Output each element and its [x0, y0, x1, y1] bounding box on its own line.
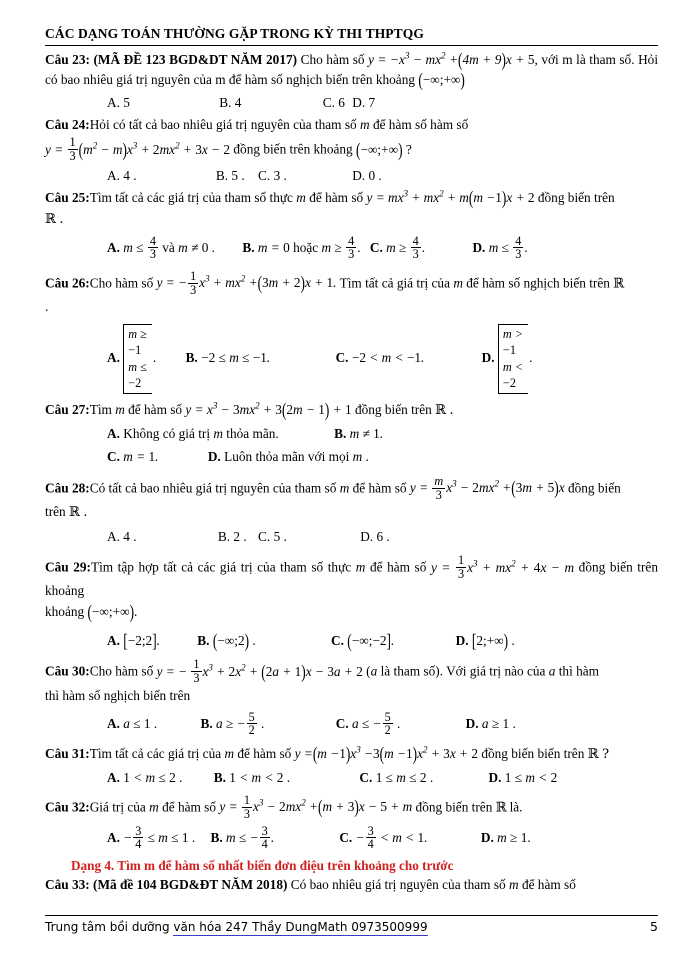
question-24-text-2: để hàm số hàm số [372, 117, 469, 133]
option-d[interactable]: D. 1 ≤ m < 2 [488, 769, 558, 785]
question-24-label: Câu 24: [45, 117, 90, 133]
question-25-text-2: để hàm số [309, 190, 364, 206]
question-23-formula: $y = -x^3 - mx^2 +(4m + 9)x + 5$ [368, 48, 535, 70]
option-b[interactable]: B. 1 < m < 2 . [213, 769, 291, 785]
question-32-text-2: để hàm số [162, 799, 217, 815]
question-29-text-1: Tìm tập hợp tất cả các giá trị của tham số thực [90, 559, 352, 575]
question-32-param: m [149, 799, 159, 815]
question-33 [45, 875, 658, 895]
question-29 [45, 554, 658, 601]
question-27-options-row1 [45, 423, 658, 444]
question-26-text-2: Tìm tất cả giá trị của [339, 275, 450, 291]
question-25-label: Câu 25: [45, 190, 90, 206]
question-28-options [45, 526, 658, 547]
question-23 [45, 50, 658, 90]
question-28-param: m [339, 480, 350, 496]
option-a[interactable]: A. a ≤ 1 . [107, 716, 158, 732]
option-c[interactable]: C. 6 [322, 95, 345, 111]
question-31-text-3: đồng biến biến trên [481, 745, 585, 761]
question-28-text-2: để hàm số [352, 480, 407, 496]
question-27-text-3: đồng biến trên [354, 401, 432, 417]
question-29-interval: (−∞;+∞). [87, 600, 138, 623]
option-b[interactable]: B. a ≥ − $\frac{5}{2}$ . [200, 709, 265, 738]
option-d[interactable]: D. m ≥ 1. [480, 830, 531, 846]
footer-divider [45, 915, 658, 916]
option-c[interactable]: C. 3 . [258, 168, 287, 184]
question-29-text-3: đồng biến trên khoảng [45, 559, 658, 599]
option-b[interactable]: B. m ≤ − $\frac{3}{4}$ . [210, 823, 274, 852]
question-24-param: m [360, 117, 370, 133]
option-d[interactable]: D. 6 . [360, 528, 390, 544]
option-b[interactable]: B. 5 . [215, 168, 245, 184]
question-25-formula: $y = mx^3 + mx^2 + m(m -1)x + 2$ [366, 186, 535, 209]
question-28 [45, 475, 658, 502]
question-32-trailing: là. [509, 799, 523, 815]
option-b[interactable]: B. m = 0 hoặc m ≥ $\frac{4}{3}$ . [242, 233, 361, 262]
question-30-param: a [548, 663, 556, 679]
question-23-interval: (−∞;+∞) [418, 68, 465, 91]
question-27-options-row2 [45, 446, 658, 467]
question-25 [45, 188, 658, 208]
question-29-formula: y = $\frac{1}{3}$ $x^3 + mx^2 + 4x - m$ [430, 553, 575, 582]
question-25-text-1: Tìm tất cả các giá trị của tham số thực [89, 190, 293, 206]
question-29-options [45, 630, 658, 651]
question-28-label: Câu 28: [45, 480, 90, 496]
question-27-formula: $y = x^3 - 3mx^2 + 3(2m - 1) + 1$ [185, 397, 352, 420]
option-c[interactable]: C. m = 1. [107, 448, 159, 464]
option-a[interactable]: A. 4 . [107, 168, 137, 184]
question-31-text-1: Tìm tất cả các giá trị của [89, 745, 222, 761]
question-24-interval: (−∞;+∞) ? [356, 138, 412, 160]
question-28-text-1: Có tất cả bao nhiêu giá trị nguyên của tham số [89, 480, 337, 496]
option-d[interactable]: D. a ≥ 1 . [465, 716, 516, 732]
question-25-options [45, 232, 658, 263]
option-b[interactable]: B. m ≠ 1. [334, 425, 384, 441]
question-29-label: Câu 29: [45, 559, 91, 575]
question-30-text-3: thì hàm số nghịch biến trên [45, 688, 191, 704]
question-24-text-1: Hỏi có tất cả bao nhiêu giá trị nguyên của tham số [89, 117, 357, 133]
option-c[interactable]: C. m ≥ $\frac{4}{3}$ . [369, 233, 426, 262]
question-28-text-3: trên [45, 504, 66, 520]
question-28-text-3-a: đồng biến [567, 480, 621, 496]
question-30-line2 [45, 686, 658, 706]
question-30-text-2: (a là tham số). Với giá trị nào của [366, 663, 546, 679]
question-25-param: m [296, 190, 306, 206]
page-number: 5 [650, 919, 658, 934]
option-d[interactable]: D. m > −1 m < −2 . [428, 324, 533, 394]
option-a[interactable]: A. 5 [107, 95, 130, 111]
question-31-label: Câu 31: [45, 745, 90, 761]
section-heading: Dạng 4. Tìm m để hàm số nhất biến đơn điệu trên khoảng cho trước [71, 857, 454, 873]
question-26-domain: ℝ [613, 276, 624, 292]
question-33-label: Câu 33: [45, 876, 90, 892]
page-footer [45, 915, 658, 934]
option-a[interactable]: A. 1 < m ≤ 2 . [107, 769, 183, 785]
question-27-text-2: để hàm số [128, 401, 183, 417]
question-33-text: Có bao nhiêu giá trị nguyên của tham số [290, 876, 506, 892]
option-b[interactable]: B. −2 ≤ m ≤ −1. [185, 350, 271, 366]
question-30-thi-ham: thì hàm [558, 663, 599, 679]
question-24-options [45, 165, 658, 186]
page-title: CÁC DẠNG TOÁN THƯỜNG GẶP TRONG KỲ THI THPTQG [45, 26, 424, 41]
option-b[interactable]: B. 4 [219, 95, 242, 111]
option-d[interactable]: D. [2;+∞) . [455, 628, 515, 651]
question-32-text-1: Giá trị của [89, 799, 146, 815]
option-c[interactable]: C. a ≤ − $\frac{5}{2}$ . [335, 709, 401, 738]
question-26-param: m [453, 275, 463, 291]
question-27 [45, 397, 658, 421]
option-c[interactable]: C. − $\frac{3}{4}$ < m < 1. [339, 823, 428, 852]
question-26-text-3: để hàm số nghịch biến trên [466, 275, 610, 291]
question-30-label: Câu 30: [45, 663, 90, 679]
question-33-text-2: để hàm số [521, 876, 576, 892]
question-27-param: m [115, 401, 125, 417]
question-27-text-1: Tìm [89, 401, 112, 417]
question-28-domain: ℝ . [69, 505, 88, 521]
question-31-text-2: để hàm số [237, 745, 292, 761]
question-24-formula: y = $\frac{1}{3}$ $(m^2 - m)x^3 + 2mx^2 + 3x - 2$ [45, 135, 231, 164]
question-29-khoang: khoảng [45, 604, 85, 620]
question-29-line2 [45, 602, 658, 622]
question-28-line2 [45, 502, 658, 523]
question-27-label: Câu 27: [45, 401, 90, 417]
question-24 [45, 115, 658, 135]
question-32-options [45, 822, 658, 853]
option-c[interactable]: C. −2 < m < −1. [335, 350, 425, 366]
option-b[interactable]: B. (−∞;2) . [197, 628, 256, 651]
question-24-line2 [45, 136, 658, 163]
question-30-formula: y = − $\frac{1}{3}$ $x^3 + 2x^2 + (2a + 1)x - 3a + 2$ [156, 657, 363, 686]
question-26-options [45, 324, 658, 394]
question-31-options [45, 767, 658, 788]
option-d[interactable]: D. m ≤ $\frac{4}{3}$ . [472, 233, 528, 262]
question-26-formula: y = − $\frac{1}{3}$ $x^3 + mx^2 +(3m + 2)x + 1$. [156, 268, 337, 297]
question-32 [45, 794, 658, 821]
question-26 [45, 270, 658, 297]
question-25-domain: ℝ . [45, 212, 64, 228]
question-31 [45, 741, 658, 765]
question-32-domain: ℝ [495, 800, 507, 816]
option-a[interactable]: A. − $\frac{3}{4}$ ≤ m ≤ 1 . [107, 823, 196, 852]
question-31-domain: ℝ ? [587, 746, 609, 762]
option-c[interactable]: C. (−∞;−2]. [331, 628, 395, 651]
question-29-param: m [355, 559, 366, 575]
footer-text-link[interactable]: văn hóa 247 Thầy DungMath 0973500999 [173, 920, 428, 934]
option-d[interactable]: D. 0 . [352, 168, 382, 184]
header-divider [45, 45, 658, 46]
footer-row [45, 919, 658, 934]
question-26-text-1: Cho hàm số [89, 275, 154, 291]
option-a[interactable]: A. m ≥ −1 m ≤ −2 . [45, 324, 156, 394]
option-c[interactable]: C. 1 ≤ m ≤ 2 . [359, 769, 434, 785]
question-23-text-2: , với m là tham số. Hỏi có bao nhiêu giá trị nguyên của m để hàm số nghịch biến trên khoảng [45, 51, 659, 88]
question-31-param: m [224, 745, 235, 761]
question-33-source: (Mã đề 104 BGD&ĐT NĂM 2018) [93, 876, 288, 892]
question-31-formula: $y =(m -1)x^3 -3(m -1)x^2 + 3x + 2$ [294, 741, 478, 764]
question-30-text-1: Cho hàm số [89, 663, 154, 679]
footer-text [45, 920, 428, 934]
question-23-source: (MÃ ĐỀ 123 BGD&DT NĂM 2017) [93, 51, 298, 67]
option-a[interactable]: A. Không có giá trị m thỏa mãn. [107, 425, 279, 441]
question-32-text-3: đồng biến trên [415, 799, 493, 815]
option-a[interactable]: A. [−2;2]. [107, 628, 160, 651]
question-26-trailing: . [45, 299, 49, 315]
option-a[interactable]: A. m ≤ $\frac{4}{3}$ và m ≠ 0 . [107, 233, 216, 262]
option-b[interactable]: B. 2 . [217, 528, 247, 544]
option-c[interactable]: C. 5 . [258, 528, 287, 544]
question-26-label: Câu 26: [45, 275, 90, 291]
question-33-param: m [509, 876, 519, 892]
option-d[interactable]: D. 7 [352, 95, 376, 111]
question-27-domain: ℝ . [435, 402, 454, 418]
question-32-formula: y = $\frac{1}{3}$ $x^3 - 2mx^2 +(m + 3)x - 5 + m$ [219, 792, 413, 821]
question-25-text-3: đồng biến trên [537, 190, 615, 206]
footer-text-plain: Trung tâm bồi dưỡng [45, 920, 174, 934]
option-d[interactable]: D. Luôn thỏa mãn với mọi m . [207, 448, 369, 464]
question-29-text-2: để hàm số [369, 559, 427, 575]
question-23-text-1: Cho hàm số [300, 51, 365, 67]
option-a[interactable]: A. 4 . [107, 528, 137, 544]
question-30 [45, 658, 658, 685]
question-25-domain-line [45, 209, 658, 230]
question-24-text-3: đồng biến trên khoảng [233, 141, 353, 157]
question-28-formula: y = $\frac{m}{3}$ $x^3 - 2mx^2 +(3m + 5)x$ [409, 473, 565, 502]
question-30-options [45, 708, 658, 739]
question-26-trailing-line [45, 297, 658, 317]
question-23-label: Câu 23: [45, 51, 90, 67]
question-23-options [45, 92, 658, 113]
question-32-label: Câu 32: [45, 799, 90, 815]
